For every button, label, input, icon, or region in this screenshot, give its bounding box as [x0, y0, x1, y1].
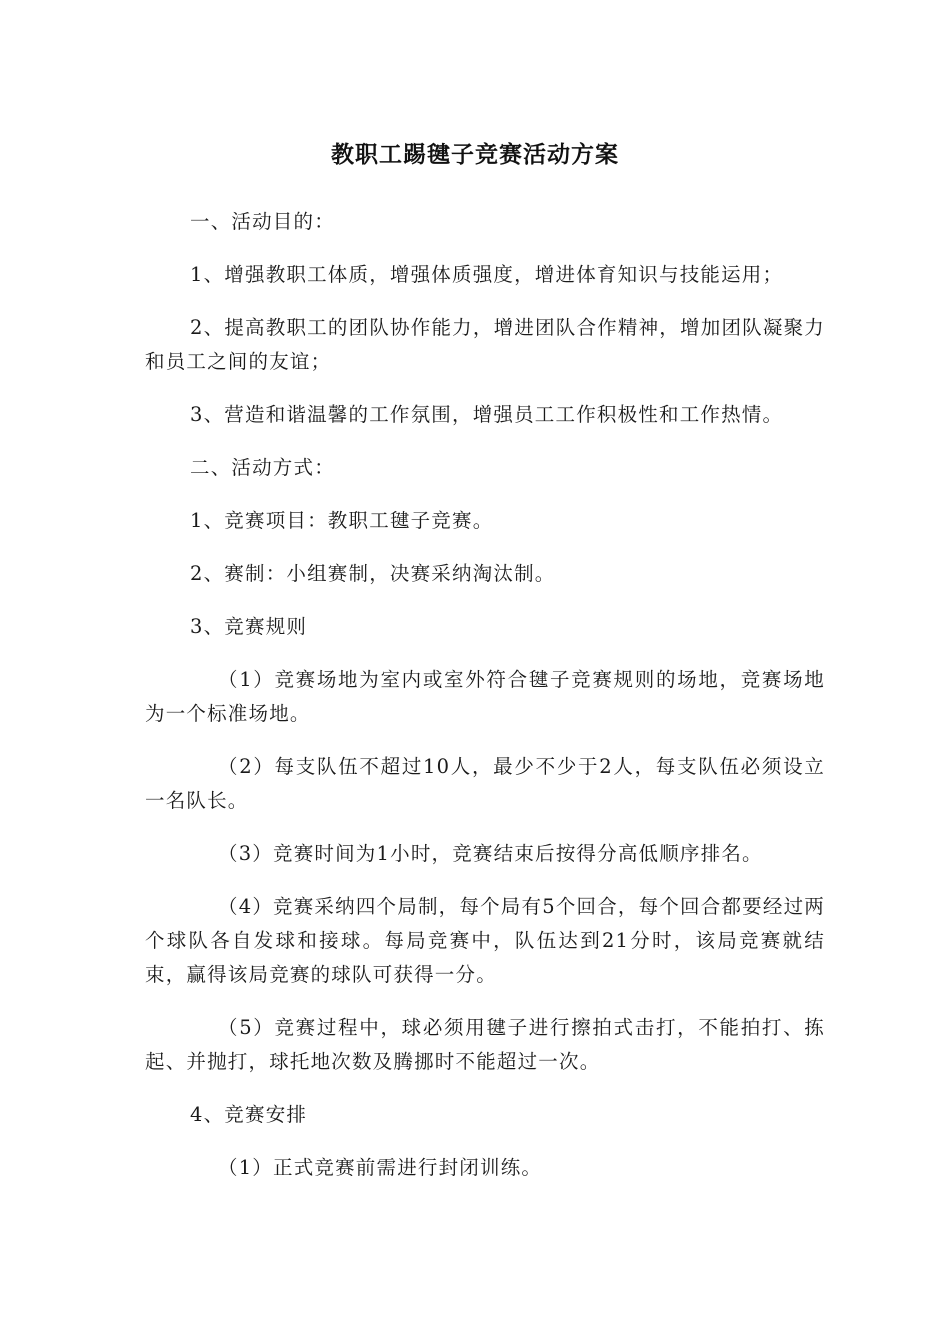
- rule-item: （1）正式竞赛前需进行封闭训练。: [218, 1156, 543, 1179]
- rule-item: （3）竞赛时间为1小时，竞赛结束后按得分高低顺序排名。: [218, 842, 763, 865]
- paragraph: 3、竞赛规则: [190, 615, 308, 638]
- paragraph: 1、竞赛项目：教职工毽子竞赛。: [190, 509, 494, 532]
- section-heading: 二、活动方式：: [190, 456, 335, 479]
- paragraph: 4、竞赛安排: [190, 1103, 308, 1126]
- paragraph: 2、赛制：小组赛制，决赛采纳淘汰制。: [190, 562, 556, 585]
- document-body: [145, 205, 825, 1204]
- rule-item: （5）竞赛过程中，球必须用毽子进行擦拍式击打，不能拍打、拣起、并抛打，球托地次数及腾挪时不能超过一次。: [145, 1016, 825, 1073]
- section-heading: 一、活动目的：: [190, 210, 335, 233]
- rule-item: （1）竞赛场地为室内或室外符合毽子竞赛规则的场地，竞赛场地为一个标准场地。: [145, 668, 825, 725]
- rule-item: （2）每支队伍不超过10人，最少不少于2人，每支队伍必须设立一名队长。: [145, 755, 825, 812]
- paragraph: 3、营造和谐温馨的工作氛围，增强员工工作积极性和工作热情。: [190, 403, 784, 426]
- document-title: 教职工踢毽子竞赛活动方案: [331, 142, 619, 168]
- paragraph: 2、提高教职工的团队协作能力，增进团队合作精神，增加团队凝聚力和员工之间的友谊；: [145, 316, 825, 373]
- paragraph: 1、增强教职工体质，增强体质强度，增进体育知识与技能运用；: [190, 263, 784, 286]
- rule-item: （4）竞赛采纳四个局制，每个局有5个回合，每个回合都要经过两个球队各自发球和接球。每局竞赛中，队伍达到21分时，该局竞赛就结束，赢得该局竞赛的球队可获得一分。: [145, 895, 825, 986]
